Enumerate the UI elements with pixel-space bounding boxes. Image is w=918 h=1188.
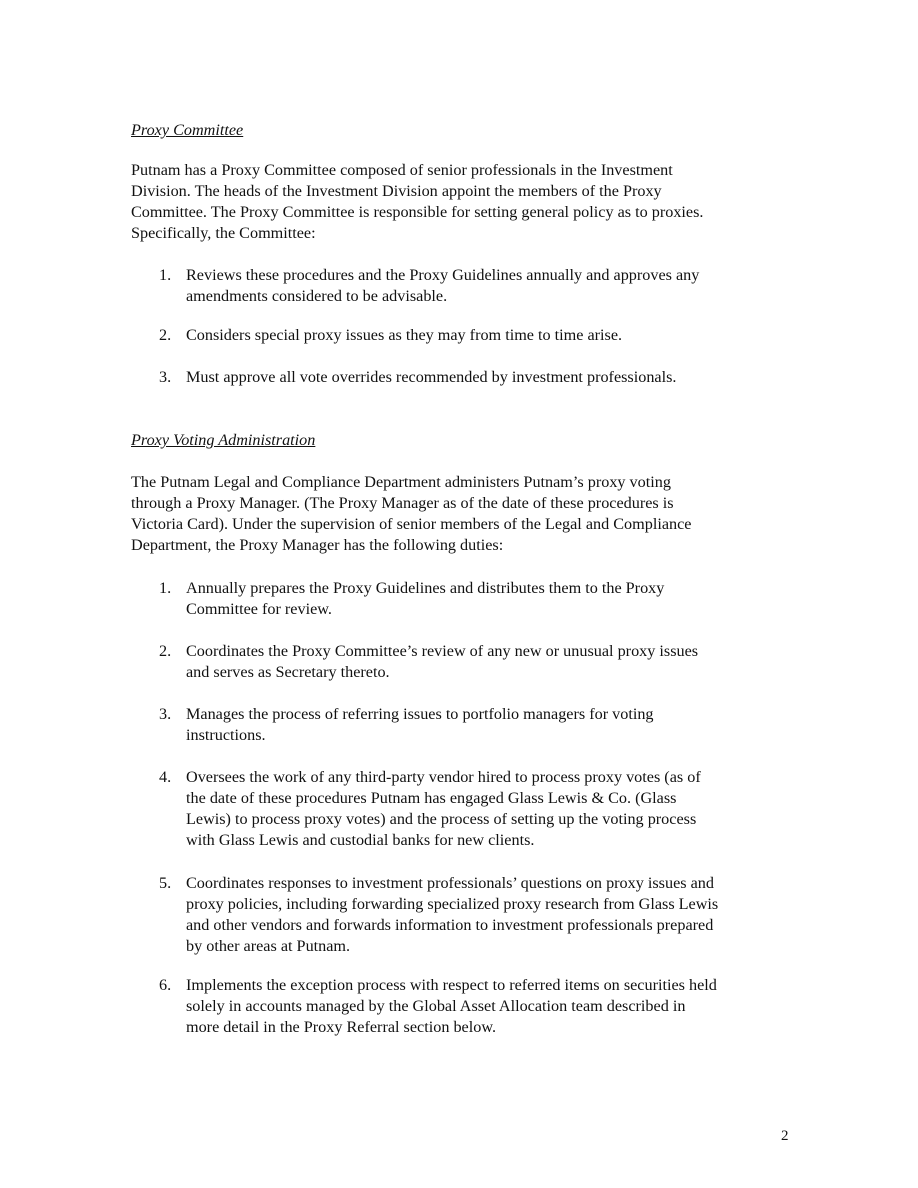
text-line: amendments considered to be advisable. [186, 287, 448, 305]
text-line: Committee. The Proxy Committee is responsible for setting general policy as to proxies. [131, 203, 704, 221]
text-line: and serves as Secretary thereto. [186, 663, 390, 681]
text-line: by other areas at Putnam. [186, 937, 351, 955]
text-line: Reviews these procedures and the Proxy Guidelines annually and approves any [186, 266, 700, 284]
page-number: 2 [781, 1128, 789, 1144]
text-line: Division. The heads of the Investment Division appoint the members of the Proxy [131, 182, 662, 200]
text-line: through a Proxy Manager. (The Proxy Manager as of the date of these procedures is [131, 494, 674, 512]
list-item-text [186, 641, 796, 683]
text-line: proxy policies, including forwarding specialized proxy research from Glass Lewis [186, 895, 719, 913]
list-number: 4. [159, 768, 172, 786]
text-line: Considers special proxy issues as they may from time to time arise. [186, 326, 623, 344]
text-line: Must approve all vote overrides recommended by investment professionals. [186, 368, 677, 386]
list-number: 6. [159, 976, 172, 994]
text-line: and other vendors and forwards information to investment professionals prepared [186, 916, 714, 934]
list-item-text [186, 975, 796, 1038]
text-line: with Glass Lewis and custodial banks for new clients. [186, 831, 535, 849]
list-number: 1. [159, 266, 172, 284]
list-item-text [186, 265, 796, 307]
text-line: Manages the process of referring issues to portfolio managers for voting [186, 705, 654, 723]
list-number: 3. [159, 705, 172, 723]
list-item-text [186, 325, 796, 346]
list-number: 1. [159, 579, 172, 597]
list-item-text [186, 704, 796, 746]
text-line: Lewis) to process proxy votes) and the process of setting up the voting process [186, 810, 697, 828]
text-line: solely in accounts managed by the Global Asset Allocation team described in [186, 997, 686, 1015]
list-item-text [186, 767, 796, 851]
list-number: 2. [159, 642, 172, 660]
text-line: Committee for review. [186, 600, 332, 618]
text-line: Department, the Proxy Manager has the following duties: [131, 536, 504, 554]
list-number: 5. [159, 874, 172, 892]
text-line: Oversees the work of any third-party vendor hired to process proxy votes (as of [186, 768, 701, 786]
text-line: Coordinates the Proxy Committee’s review of any new or unusual proxy issues [186, 642, 699, 660]
text-line: Specifically, the Committee: [131, 224, 316, 242]
list-item-text [186, 578, 796, 620]
list-item-text [186, 367, 796, 388]
text-line: instructions. [186, 726, 266, 744]
text-line: more detail in the Proxy Referral section below. [186, 1018, 497, 1036]
section-intro-proxy-committee [131, 160, 791, 244]
list-number: 2. [159, 326, 172, 344]
section-heading-proxy-voting-administration: Proxy Voting Administration [131, 431, 316, 449]
text-line: Victoria Card). Under the supervision of senior members of the Legal and Compliance [131, 515, 692, 533]
text-line: Coordinates responses to investment professionals’ questions on proxy issues and [186, 874, 714, 892]
text-line: the date of these procedures Putnam has engaged Glass Lewis & Co. (Glass [186, 789, 677, 807]
text-line: Implements the exception process with respect to referred items on securities held [186, 976, 717, 994]
text-line: Putnam has a Proxy Committee composed of senior professionals in the Investment [131, 161, 673, 179]
list-item-text [186, 873, 796, 957]
section-heading-proxy-committee: Proxy Committee [131, 121, 244, 139]
section-intro-proxy-voting-administration [131, 472, 791, 556]
text-line: The Putnam Legal and Compliance Department administers Putnam’s proxy voting [131, 473, 671, 491]
list-number: 3. [159, 368, 172, 386]
text-line: Annually prepares the Proxy Guidelines and distributes them to the Proxy [186, 579, 665, 597]
